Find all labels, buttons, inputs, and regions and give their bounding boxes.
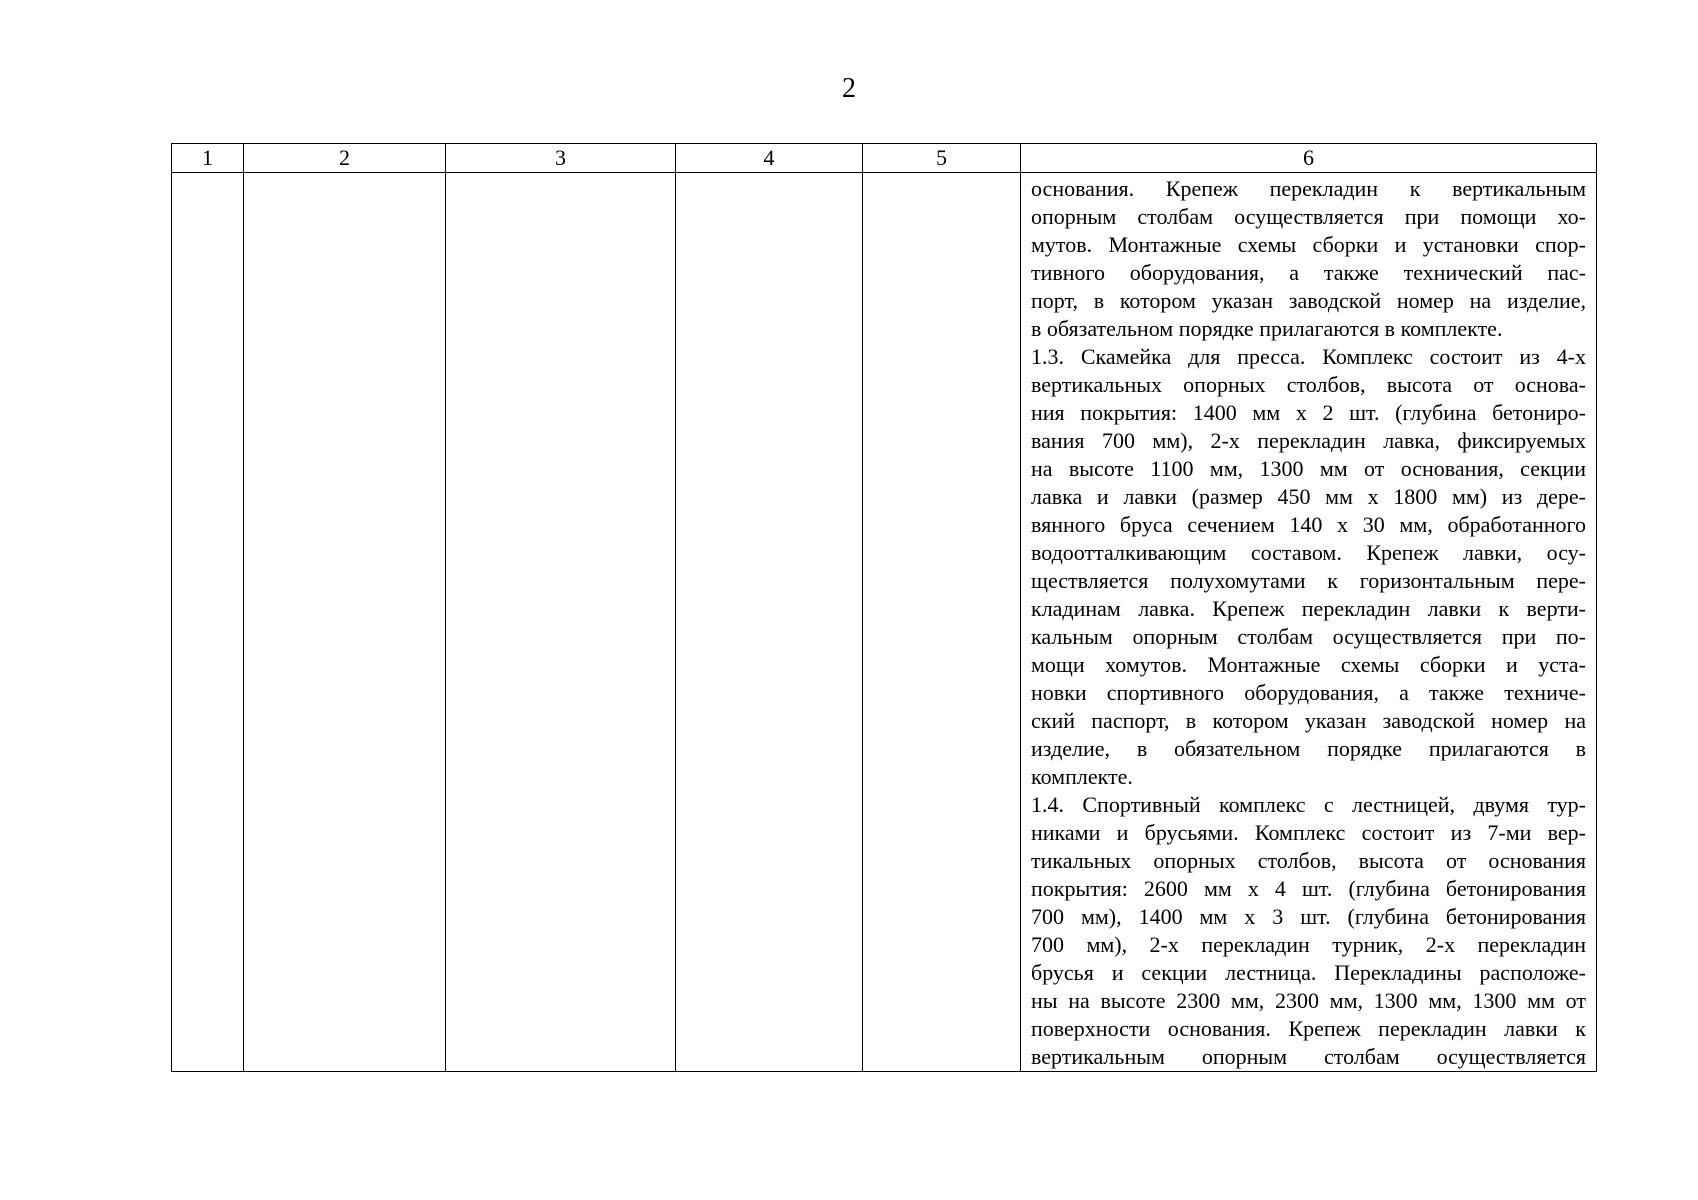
description-line: 1.4. Спортивный комплекс с лестницей, двумя тур- bbox=[1031, 792, 1586, 817]
description-line: лавка и лавки (размер 450 мм х 1800 мм) из дере- bbox=[1031, 484, 1586, 509]
description-line: вертикальным опорным столбам осуществляется bbox=[1031, 1044, 1586, 1069]
table-header-row bbox=[172, 144, 1597, 173]
cell-column-1 bbox=[172, 173, 244, 1072]
description-line: 1.3. Скамейка для пресса. Комплекс состоит из 4-х bbox=[1031, 344, 1586, 369]
page-number: 2 bbox=[842, 73, 856, 104]
description-line: основания. Крепеж перекладин к вертикальным bbox=[1031, 176, 1586, 201]
description-line: новки спортивного оборудования, а также техниче- bbox=[1031, 680, 1586, 705]
cell-column-2 bbox=[244, 173, 446, 1072]
description-line: вянного бруса сечением 140 х 30 мм, обработанного bbox=[1031, 512, 1586, 537]
column-header-2: 2 bbox=[244, 144, 446, 173]
description-line: ществляется полухомутами к горизонтальным пере- bbox=[1031, 568, 1586, 593]
description-line: ны на высоте 2300 мм, 2300 мм, 1300 мм, 1300 мм от bbox=[1031, 988, 1586, 1013]
description-line: комплекте. bbox=[1031, 764, 1133, 789]
column-header-5: 5 bbox=[863, 144, 1021, 173]
description-line: на высоте 1100 мм, 1300 мм от основания, секции bbox=[1031, 456, 1586, 481]
cell-column-4 bbox=[676, 173, 863, 1072]
column-header-4: 4 bbox=[676, 144, 863, 173]
cell-column-3 bbox=[446, 173, 676, 1072]
description-line: тикальных опорных столбов, высота от основания bbox=[1031, 848, 1586, 873]
description-line: порт, в котором указан заводской номер на изделие, bbox=[1031, 288, 1586, 313]
description-line: тивного оборудования, а также технический пас- bbox=[1031, 260, 1586, 285]
description-line: в обязательном порядке прилагаются в комплекте. bbox=[1031, 316, 1503, 341]
description-line: водоотталкивающим составом. Крепеж лавки, осу- bbox=[1031, 540, 1586, 565]
description-line: 700 мм), 1400 мм х 3 шт. (глубина бетонирования bbox=[1031, 904, 1586, 929]
description-line: ский паспорт, в котором указан заводской номер на bbox=[1031, 708, 1586, 733]
specification-table bbox=[171, 143, 1597, 1072]
description-line: поверхности основания. Крепеж перекладин лавки к bbox=[1031, 1016, 1586, 1041]
cell-column-5 bbox=[863, 173, 1021, 1072]
description-line: опорным столбам осуществляется при помощи хо- bbox=[1031, 204, 1586, 229]
column-header-1: 1 bbox=[172, 144, 244, 173]
description-line: покрытия: 2600 мм х 4 шт. (глубина бетонирования bbox=[1031, 876, 1586, 901]
description-line: изделие, в обязательном порядке прилагаются в bbox=[1031, 736, 1586, 761]
table-row bbox=[172, 173, 1597, 1072]
description-line: 700 мм), 2-х перекладин турник, 2-х перекладин bbox=[1031, 932, 1586, 957]
description-line: кальным опорным столбам осуществляется при по- bbox=[1031, 624, 1586, 649]
description-line: кладинам лавка. Крепеж перекладин лавки к верти- bbox=[1031, 596, 1586, 621]
description-line: вания 700 мм), 2-х перекладин лавка, фиксируемых bbox=[1031, 428, 1586, 453]
description-line: мутов. Монтажные схемы сборки и установки спор- bbox=[1031, 232, 1586, 257]
description-line: мощи хомутов. Монтажные схемы сборки и уста- bbox=[1031, 652, 1586, 677]
description-line: вертикальных опорных столбов, высота от основа- bbox=[1031, 372, 1586, 397]
description-line: никами и брусьями. Комплекс состоит из 7-ми вер- bbox=[1031, 820, 1586, 845]
description-line: брусья и секции лестница. Перекладины расположе- bbox=[1031, 960, 1586, 985]
description-line: ния покрытия: 1400 мм х 2 шт. (глубина бетониро- bbox=[1031, 400, 1586, 425]
column-header-3: 3 bbox=[446, 144, 676, 173]
cell-column-6-description bbox=[1021, 173, 1597, 1072]
column-header-6: 6 bbox=[1021, 144, 1597, 173]
